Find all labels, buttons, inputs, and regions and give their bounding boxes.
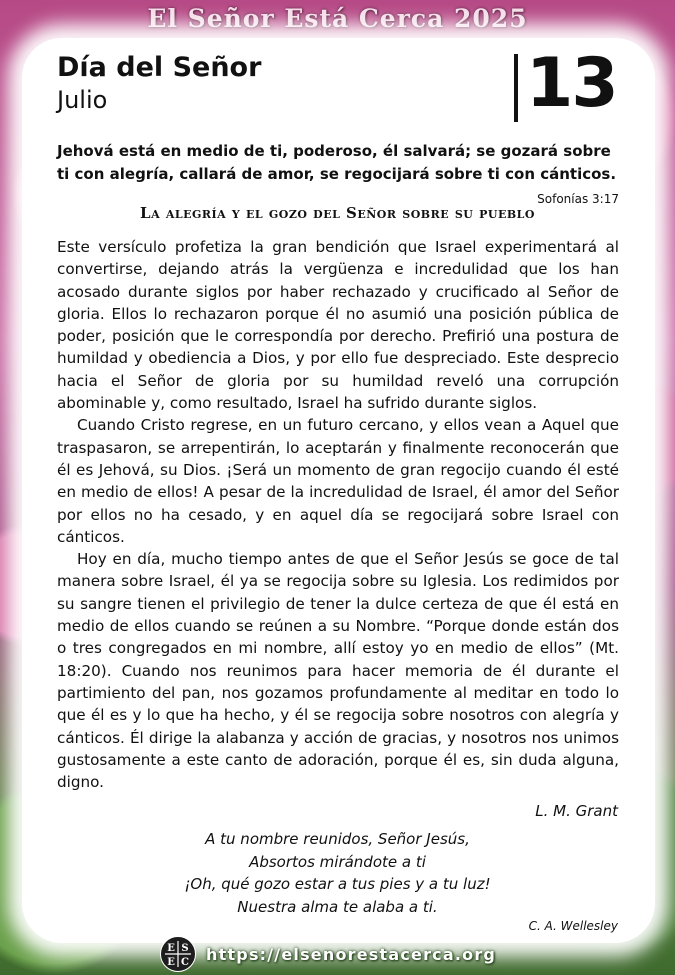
poem-author: C. A. Wellesley <box>528 919 618 933</box>
month-label: Julio <box>57 86 108 114</box>
paragraph: Cuando Cristo regrese, en un futuro cercano, y ellos vean a Aquel que traspasaron, se arrepentirán, lo aceptarán y finalmente reconocerán que él es Jehová, su Dios. ¡Será un momento de gran regocijo cuando él esté en medio de ellos! A pesar de la incredulidad de Israel, él amor del Señor por ellos no ha cesado, y en aquel día se regocijará sobre Israel con cánticos. <box>57 416 619 546</box>
footer <box>160 936 496 972</box>
key-verse <box>57 140 619 211</box>
paragraph: Hoy en día, mucho tiempo antes de que el Señor Jesús se goce de tal manera sobre Israel, él ya se regocija sobre su Iglesia. Los redimidos por su sangre tienen el privilegio de tener la dulce certeza de que él está en medio de ellos cuando se reúnen a su Nombre. “Porque donde están dos o tres congregados en mi nombre, allí estoy yo en medio de ellos” (Mt. 18:20). Cuando nos reunimos para hacer memoria de él durante el partimiento del pan, nos gozamos profundamente al meditar en todo lo que él es y lo que ha hecho, y él se regocija sobre nosotros con alegría y cánticos. Él dirige la alabanza y acción de gracias, y nosotros nos unimos gustosamente a este canto de adoración, porque él es, sin duda alguna, digno. <box>57 550 619 792</box>
publisher-logo-icon <box>160 936 196 972</box>
author-signature: L. M. Grant <box>535 802 618 820</box>
day-number: 13 <box>526 44 617 123</box>
day-name: Día del Señor <box>57 52 262 83</box>
poem-line: A tu nombre reunidos, Señor Jesús, <box>205 830 470 848</box>
verse-reference: Sofonías 3:17 <box>537 192 619 206</box>
website-link[interactable]: https://elsenorestacerca.org <box>206 944 497 964</box>
logo-letter: E <box>167 943 175 954</box>
logo-letter: S <box>181 943 189 954</box>
verse-text: Jehová está en medio de ti, poderoso, él salvará; se gozará sobre ti con alegría, callará de amor, se regocijará sobre ti con cánticos. <box>57 142 617 183</box>
poem <box>100 828 575 918</box>
section-title: La alegría y el gozo del Señor sobre su pueblo <box>140 204 535 222</box>
logo-letter: C <box>181 957 189 968</box>
poem-line: Absortos mirándote a ti <box>249 852 426 871</box>
logo-letter: E <box>167 957 175 968</box>
poem-line: ¡Oh, qué gozo estar a tus pies y a tu luz! <box>184 875 491 893</box>
poem-line: Nuestra alma te alaba a ti. <box>237 897 438 916</box>
date-divider <box>514 54 518 122</box>
paragraph: Este versículo profetiza la gran bendición que Israel experimentará al convertirse, dejando atrás la vergüenza e incredulidad que los han acosado durante siglos por haber rechazado y crucificado al Señor de gloria. Ellos lo rechazaron porque él no asumió una posición pública de poder, posición que le correspondía por derecho. Prefirió una postura de humildad y obediencia a Dios, y por ello fue despreciado. Este desprecio hacia el Señor de gloria por su humildad reveló una corrupción abominable y, como resultado, Israel ha sufrido durante siglos. <box>57 238 619 413</box>
publication-title: El Señor Está Cerca 2025 <box>147 4 528 33</box>
devotional-body <box>57 236 619 793</box>
